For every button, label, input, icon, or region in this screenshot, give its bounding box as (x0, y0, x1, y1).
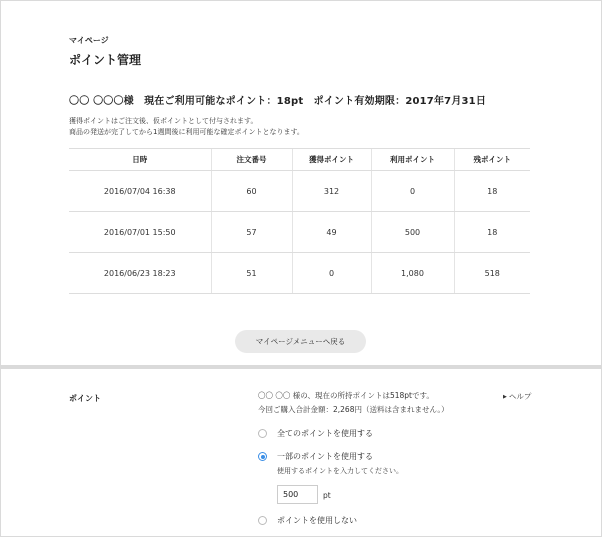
points-summary: 〇〇 〇〇〇様 現在ご利用可能なポイント：18pt ポイント有効期限：2017年7月31日 (69, 96, 487, 107)
use-partial-points-radio[interactable] (258, 452, 267, 461)
cell-order-number: 60 (211, 171, 292, 212)
no-points-label[interactable]: ポイントを使用しない (277, 516, 357, 525)
order-total-status: 今回ご購入合計金額：2,268円（送料は含まれません。） (258, 405, 449, 414)
cell-earned-points: 49 (292, 212, 371, 253)
cell-earned-points: 0 (292, 253, 371, 294)
column-header-order-number: 注文番号 (211, 149, 292, 171)
cell-remaining-points: 18 (454, 171, 530, 212)
cell-used-points: 1,080 (371, 253, 454, 294)
points-section-label: ポイント (69, 394, 101, 403)
points-history-table (69, 148, 530, 294)
cell-earned-points: 312 (292, 171, 371, 212)
cell-used-points: 0 (371, 171, 454, 212)
column-header-datetime: 日時 (69, 149, 211, 171)
breadcrumb: マイページ (69, 36, 109, 45)
column-header-used-points: 利用ポイント (371, 149, 454, 171)
table-header-row (69, 149, 530, 171)
help-link[interactable] (503, 391, 531, 402)
cell-remaining-points: 518 (454, 253, 530, 294)
column-header-remaining-points: 残ポイント (454, 149, 530, 171)
page-title: ポイント管理 (69, 53, 142, 67)
cell-remaining-points: 18 (454, 212, 530, 253)
table-row (69, 253, 530, 294)
table-row (69, 171, 530, 212)
use-partial-points-label[interactable]: 一部のポイントを使用する (277, 452, 373, 461)
cell-order-number: 57 (211, 212, 292, 253)
cell-order-number: 51 (211, 253, 292, 294)
cell-datetime: 2016/07/04 16:38 (69, 171, 211, 212)
points-unit-label: pt (323, 491, 331, 500)
use-all-points-label[interactable]: 全てのポイントを使用する (277, 429, 373, 438)
no-points-radio[interactable] (258, 516, 267, 525)
cell-datetime: 2016/06/23 18:23 (69, 253, 211, 294)
partial-points-instruction: 使用するポイントを入力してください。 (277, 467, 403, 475)
table-row (69, 212, 530, 253)
column-header-earned-points: 獲得ポイント (292, 149, 371, 171)
use-all-points-radio[interactable] (258, 429, 267, 438)
notice-text: 商品の発送が完了してから1週間後に利用可能な確定ポイントとなります。 (69, 128, 304, 136)
cell-used-points: 500 (371, 212, 454, 253)
help-link-label: ヘルプ (508, 392, 532, 401)
back-to-mypage-menu-button[interactable]: マイページメニューへ戻る (235, 330, 366, 353)
notice-text: 獲得ポイントはご注文後、仮ポイントとして付与されます。 (69, 117, 258, 125)
current-points-status: 〇〇 〇〇 様の、現在の所持ポイントは518ptです。 (258, 391, 434, 400)
points-amount-input[interactable] (277, 485, 318, 504)
cell-datetime: 2016/07/01 15:50 (69, 212, 211, 253)
caret-right-icon: ▶ (503, 394, 507, 400)
